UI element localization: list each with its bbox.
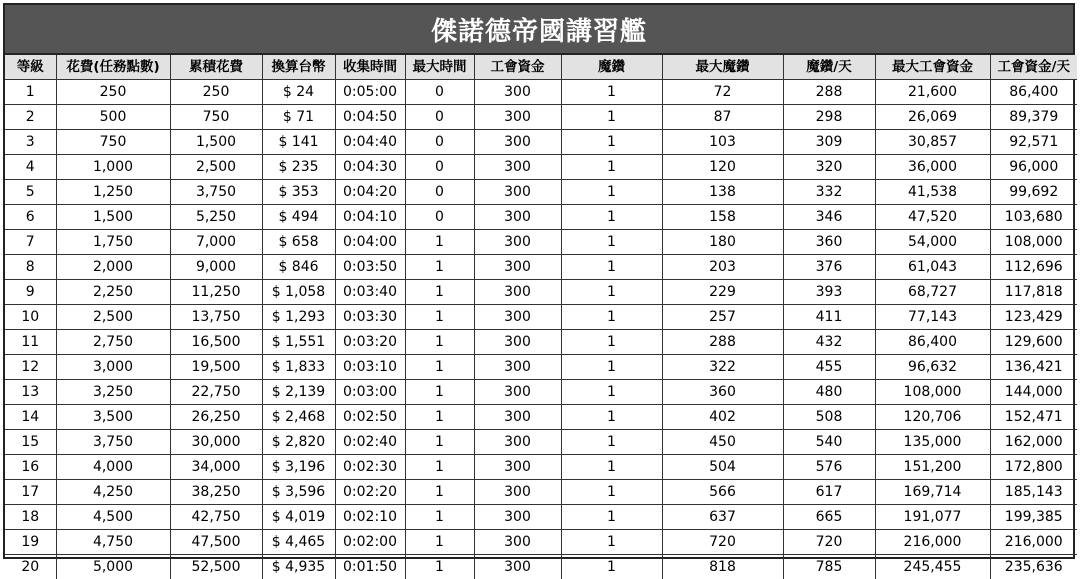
table-cell: 393 [783,280,875,305]
table-row [5,80,1077,105]
table-cell: 4,000 [56,455,170,480]
column-header: 累積花費 [170,55,262,80]
table-cell: 16 [5,455,56,480]
table-cell: 0:03:10 [335,355,405,380]
table-cell: 5,000 [56,555,170,579]
table-cell: 300 [474,555,561,579]
table-cell: 1 [405,555,474,579]
table-cell: 300 [474,480,561,505]
table-cell: 3,000 [56,355,170,380]
table-cell: 300 [474,330,561,355]
table-cell: 87 [662,105,783,130]
table-cell: 2,750 [56,330,170,355]
table-cell: 72 [662,80,783,105]
column-header: 魔鑽 [561,55,662,80]
table-cell: 13,750 [170,305,262,330]
table-cell: 300 [474,180,561,205]
table-cell: 30,857 [875,130,990,155]
table-cell: $ 71 [262,105,335,130]
table-cell: 300 [474,255,561,280]
table-cell: $ 1,293 [262,305,335,330]
table-cell: 34,000 [170,455,262,480]
table-cell: 17 [5,480,56,505]
table-cell: 1 [561,480,662,505]
table-cell: 0:05:00 [335,80,405,105]
table-cell: 300 [474,230,561,255]
table-row [5,255,1077,280]
table-cell: 1 [405,405,474,430]
table-cell: $ 2,468 [262,405,335,430]
table-cell: 0:03:20 [335,330,405,355]
table-cell: 0:01:50 [335,555,405,579]
table-cell: 504 [662,455,783,480]
table-cell: 2,000 [56,255,170,280]
table-cell: 1 [561,530,662,555]
table-cell: 11 [5,330,56,355]
table-cell: 54,000 [875,230,990,255]
table-cell: 120,706 [875,405,990,430]
table-cell: 360 [783,230,875,255]
table-cell: 1 [405,355,474,380]
table-cell: 480 [783,380,875,405]
table-cell: 250 [170,80,262,105]
table-cell: $ 1,058 [262,280,335,305]
table-cell: 144,000 [990,380,1077,405]
table-cell: 96,000 [990,155,1077,180]
table-cell: 14 [5,405,56,430]
table-cell: 0:02:30 [335,455,405,480]
table-cell: 36,000 [875,155,990,180]
column-header: 換算台幣 [262,55,335,80]
table-cell: 0:03:00 [335,380,405,405]
table-cell: 0:02:50 [335,405,405,430]
table-cell: 77,143 [875,305,990,330]
table-cell: 89,379 [990,105,1077,130]
table-cell: 12 [5,355,56,380]
table-cell: 665 [783,505,875,530]
table-cell: 637 [662,505,783,530]
table-cell: 4,250 [56,480,170,505]
table-cell: 8 [5,255,56,280]
table-cell: 300 [474,380,561,405]
table-cell: 103 [662,130,783,155]
table-cell: 3,750 [56,430,170,455]
header-row [5,55,1077,80]
table-row [5,305,1077,330]
table-cell: 1,500 [170,130,262,155]
table-cell: 0 [405,205,474,230]
table-cell: 9,000 [170,255,262,280]
table-cell: 0:02:10 [335,505,405,530]
table-cell: 5 [5,180,56,205]
table-cell: 86,400 [875,330,990,355]
table-cell: 123,429 [990,305,1077,330]
table-cell: 136,421 [990,355,1077,380]
table-cell: 566 [662,480,783,505]
table-cell: 18 [5,505,56,530]
table-cell: 10 [5,305,56,330]
table-cell: 135,000 [875,430,990,455]
table-cell: 298 [783,105,875,130]
table-cell: 818 [662,555,783,579]
table-cell: 322 [662,355,783,380]
table-cell: 19 [5,530,56,555]
table-cell: 1 [405,330,474,355]
table-row [5,380,1077,405]
table-cell: 1 [561,105,662,130]
table-cell: 61,043 [875,255,990,280]
table-cell: 300 [474,205,561,230]
table-row [5,555,1077,579]
table-cell: 138 [662,180,783,205]
table-cell: 1 [561,380,662,405]
table-cell: 1 [561,180,662,205]
column-header: 花費(任務點數) [56,55,170,80]
table-cell: 158 [662,205,783,230]
table-cell: 52,500 [170,555,262,579]
table-cell: 2,500 [56,305,170,330]
table-cell: 6 [5,205,56,230]
table-cell: $ 494 [262,205,335,230]
table-cell: $ 2,820 [262,430,335,455]
table-cell: $ 3,596 [262,480,335,505]
table-cell: 1 [405,255,474,280]
table-row [5,280,1077,305]
table-cell: 450 [662,430,783,455]
table-cell: 360 [662,380,783,405]
column-header: 最大魔鑽 [662,55,783,80]
table-cell: 300 [474,130,561,155]
table-cell: 2,500 [170,155,262,180]
table-cell: 199,385 [990,505,1077,530]
table-cell: 26,250 [170,405,262,430]
table-cell: 1 [561,355,662,380]
table-cell: 3,500 [56,405,170,430]
table-row [5,105,1077,130]
table-cell: 1 [405,480,474,505]
table-cell: 9 [5,280,56,305]
table-cell: 0:04:00 [335,230,405,255]
table-cell: 235,636 [990,555,1077,579]
table-cell: 203 [662,255,783,280]
table-cell: $ 353 [262,180,335,205]
table-cell: 0:04:40 [335,130,405,155]
table-cell: $ 846 [262,255,335,280]
table-cell: $ 1,551 [262,330,335,355]
table-cell: 1 [561,430,662,455]
level-table [5,55,1077,579]
table-cell: 1 [561,255,662,280]
table-cell: 750 [170,105,262,130]
table-cell: 15 [5,430,56,455]
column-header: 魔鑽/天 [783,55,875,80]
table-cell: 1 [561,130,662,155]
table-cell: 20 [5,555,56,579]
table-cell: 0 [405,155,474,180]
table-cell: 1 [561,555,662,579]
table-cell: 1 [5,80,56,105]
table-cell: 21,600 [875,80,990,105]
column-header: 工會資金 [474,55,561,80]
table-cell: 1 [561,455,662,480]
table-cell: 540 [783,430,875,455]
column-header: 工會資金/天 [990,55,1077,80]
table-cell: 0:02:00 [335,530,405,555]
table-cell: 1 [561,505,662,530]
table-cell: 785 [783,555,875,579]
table-cell: 185,143 [990,480,1077,505]
table-cell: 257 [662,305,783,330]
table-cell: 300 [474,80,561,105]
table-cell: 1,500 [56,205,170,230]
table-row [5,155,1077,180]
table-cell: 250 [56,80,170,105]
table-cell: $ 4,019 [262,505,335,530]
table-cell: 4,500 [56,505,170,530]
table-cell: 300 [474,505,561,530]
table-row [5,405,1077,430]
table-row [5,480,1077,505]
table-cell: 7 [5,230,56,255]
table-cell: 320 [783,155,875,180]
table-cell: 172,800 [990,455,1077,480]
table-cell: 103,680 [990,205,1077,230]
table-cell: 4,750 [56,530,170,555]
table-cell: 68,727 [875,280,990,305]
column-header: 等級 [5,55,56,80]
table-cell: 0 [405,180,474,205]
table-row [5,355,1077,380]
table-cell: 432 [783,330,875,355]
table-cell: 300 [474,530,561,555]
table-cell: 1 [561,330,662,355]
table-cell: 1 [561,80,662,105]
column-header: 最大工會資金 [875,55,990,80]
table-cell: 99,692 [990,180,1077,205]
table-cell: 13 [5,380,56,405]
table-cell: 1 [405,505,474,530]
table-cell: 30,000 [170,430,262,455]
table-cell: 300 [474,105,561,130]
table-cell: 112,696 [990,255,1077,280]
table-cell: 5,250 [170,205,262,230]
table-cell: $ 3,196 [262,455,335,480]
table-cell: 2,250 [56,280,170,305]
table-cell: 229 [662,280,783,305]
table-cell: 96,632 [875,355,990,380]
table-cell: 0:04:10 [335,205,405,230]
table-frame [3,3,1075,559]
table-cell: 191,077 [875,505,990,530]
table-cell: $ 4,465 [262,530,335,555]
table-cell: 720 [662,530,783,555]
table-cell: 11,250 [170,280,262,305]
table-cell: 19,500 [170,355,262,380]
table-cell: 508 [783,405,875,430]
table-cell: 169,714 [875,480,990,505]
page-title: 傑諾德帝國講習艦 [5,5,1073,55]
table-cell: 22,750 [170,380,262,405]
table-cell: 1 [561,205,662,230]
table-cell: 162,000 [990,430,1077,455]
table-cell: 1 [561,305,662,330]
table-cell: 300 [474,455,561,480]
table-cell: 0:02:20 [335,480,405,505]
table-row [5,505,1077,530]
table-cell: $ 2,139 [262,380,335,405]
table-cell: 1 [405,280,474,305]
table-cell: 7,000 [170,230,262,255]
table-cell: $ 658 [262,230,335,255]
table-cell: 216,000 [990,530,1077,555]
table-cell: 42,750 [170,505,262,530]
table-cell: 3,750 [170,180,262,205]
table-cell: 117,818 [990,280,1077,305]
table-cell: 300 [474,155,561,180]
table-cell: 376 [783,255,875,280]
table-row [5,205,1077,230]
table-cell: 16,500 [170,330,262,355]
table-cell: 0:02:40 [335,430,405,455]
table-cell: 0:04:20 [335,180,405,205]
table-cell: $ 24 [262,80,335,105]
table-row [5,330,1077,355]
table-cell: 1 [561,405,662,430]
table-cell: 1 [405,455,474,480]
table-cell: 0:03:30 [335,305,405,330]
table-cell: 1 [405,230,474,255]
table-cell: 720 [783,530,875,555]
table-row [5,455,1077,480]
table-cell: 86,400 [990,80,1077,105]
table-cell: 300 [474,355,561,380]
table-cell: 41,538 [875,180,990,205]
table-cell: 92,571 [990,130,1077,155]
column-header: 收集時間 [335,55,405,80]
table-cell: 576 [783,455,875,480]
table-cell: 309 [783,130,875,155]
table-cell: 455 [783,355,875,380]
table-row [5,430,1077,455]
table-cell: 47,500 [170,530,262,555]
table-cell: 332 [783,180,875,205]
table-cell: 1,000 [56,155,170,180]
table-cell: 1,250 [56,180,170,205]
table-cell: 2 [5,105,56,130]
table-cell: 245,455 [875,555,990,579]
table-cell: 300 [474,430,561,455]
table-cell: 216,000 [875,530,990,555]
table-cell: 300 [474,405,561,430]
table-cell: 26,069 [875,105,990,130]
table-cell: 0:04:50 [335,105,405,130]
table-cell: 300 [474,305,561,330]
table-cell: 0:04:30 [335,155,405,180]
table-cell: 411 [783,305,875,330]
table-cell: 0 [405,130,474,155]
table-cell: 1 [561,230,662,255]
table-cell: 108,000 [990,230,1077,255]
table-cell: 3 [5,130,56,155]
table-cell: 617 [783,480,875,505]
table-cell: 1 [561,280,662,305]
table-cell: 1,750 [56,230,170,255]
table-cell: 180 [662,230,783,255]
column-header: 最大時間 [405,55,474,80]
table-cell: 1 [561,155,662,180]
table-cell: 402 [662,405,783,430]
table-cell: 120 [662,155,783,180]
table-cell: 108,000 [875,380,990,405]
table-cell: 47,520 [875,205,990,230]
table-cell: 0 [405,105,474,130]
table-row [5,230,1077,255]
table-cell: 288 [662,330,783,355]
table-cell: 151,200 [875,455,990,480]
table-cell: $ 1,833 [262,355,335,380]
table-cell: 300 [474,280,561,305]
table-cell: 1 [405,530,474,555]
table-cell: 0:03:50 [335,255,405,280]
table-cell: $ 4,935 [262,555,335,579]
table-row [5,130,1077,155]
table-cell: $ 141 [262,130,335,155]
table-cell: 3,250 [56,380,170,405]
table-cell: 0 [405,80,474,105]
table-row [5,180,1077,205]
table-cell: 500 [56,105,170,130]
table-cell: $ 235 [262,155,335,180]
table-cell: 4 [5,155,56,180]
table-body [5,80,1077,579]
table-cell: 0:03:40 [335,280,405,305]
table-cell: 38,250 [170,480,262,505]
table-cell: 152,471 [990,405,1077,430]
table-row [5,530,1077,555]
table-cell: 750 [56,130,170,155]
table-cell: 1 [405,430,474,455]
table-cell: 346 [783,205,875,230]
table-cell: 1 [405,305,474,330]
table-cell: 1 [405,380,474,405]
table-cell: 129,600 [990,330,1077,355]
table-cell: 288 [783,80,875,105]
